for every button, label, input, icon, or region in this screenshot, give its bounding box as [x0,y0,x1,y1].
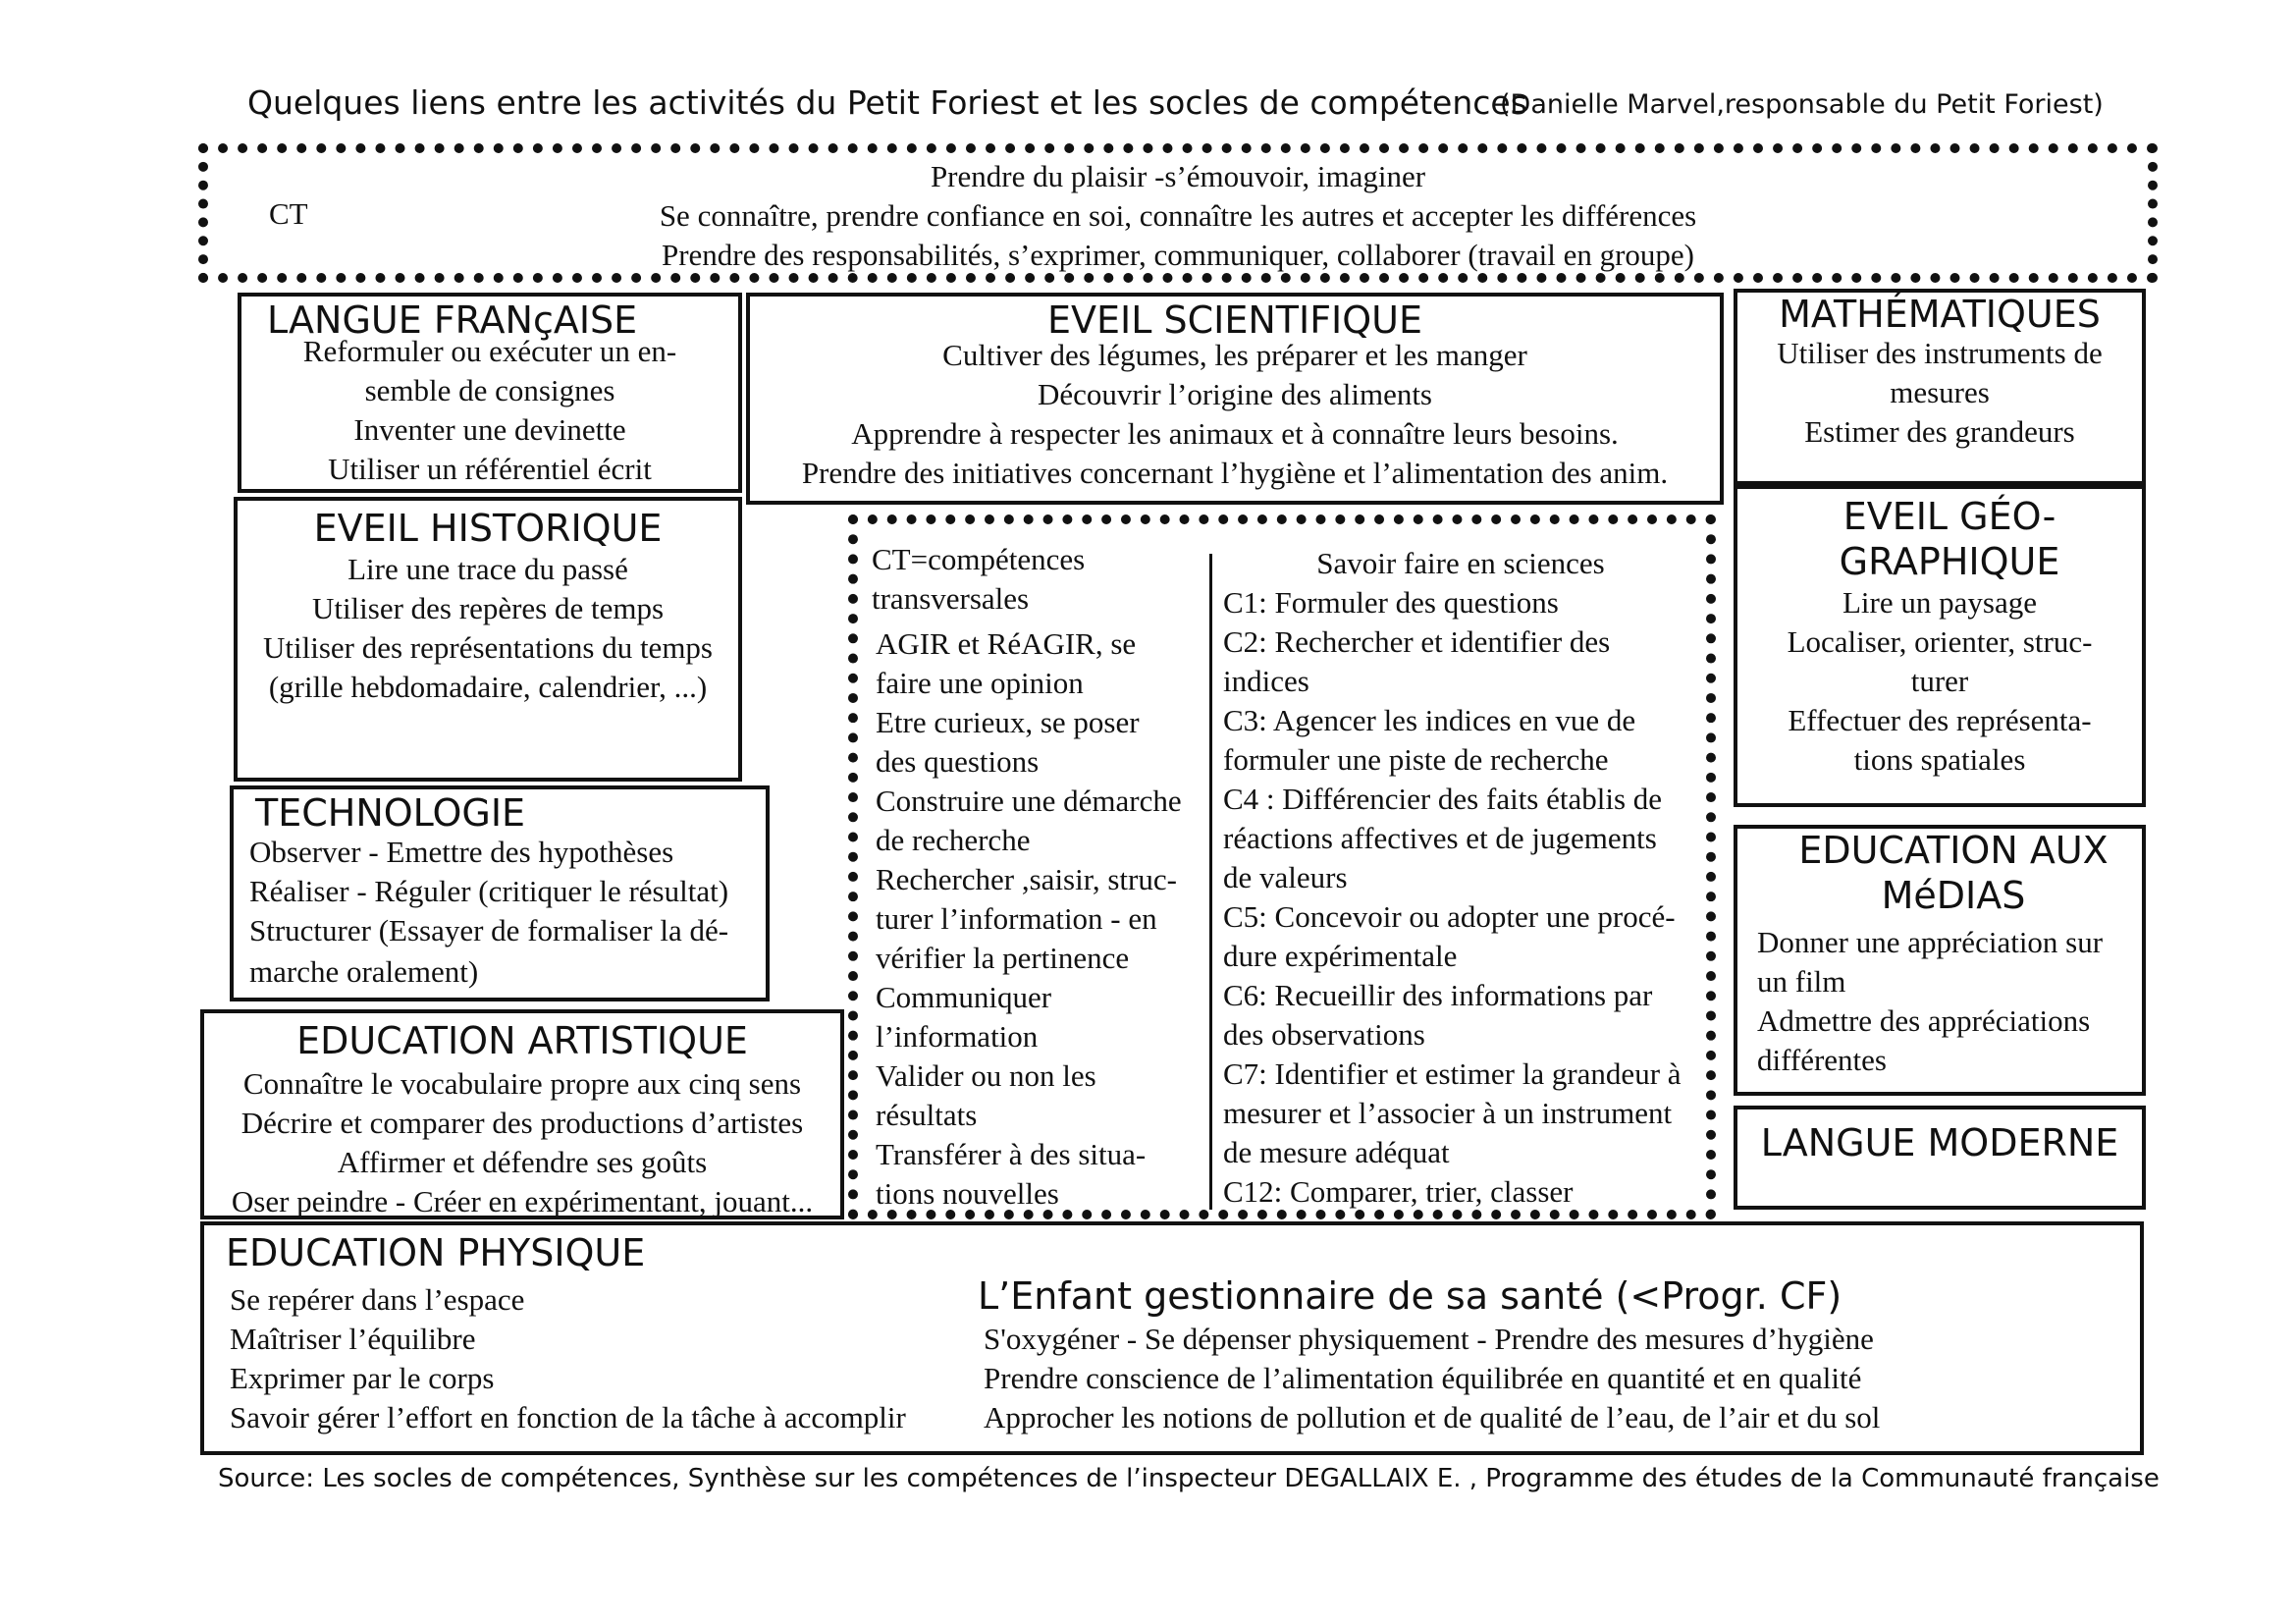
ct-list-line: Construire une démarche [876,784,1182,818]
sante-line: Approcher les notions de pollution et de qualité de l’eau, de l’air et du sol [984,1400,1881,1434]
savoir-faire-line: réactions affectives et de jugements [1223,821,1657,855]
education-medias-heading: MéDIAS [1881,874,2026,917]
ct-list-line: Communiquer [876,980,1052,1014]
ct-list-line: de recherche [876,823,1031,857]
education-physique-box [200,1221,2144,1455]
eveil-scientifique-line: Prendre des initiatives concernant l’hygiène et l’alimentation des anim. [801,456,1669,490]
education-artistique-line: Connaître le vocabulaire propre aux cinq sens [242,1066,802,1101]
mathematiques-heading: MATHÉMATIQUES [1779,293,2101,336]
savoir-faire-line: de valeurs [1223,860,1348,894]
ct-list-line: AGIR et RéAGIR, se [876,626,1137,661]
eveil-geographique-line: Effectuer des représenta- [1788,703,2092,737]
eveil-geographique-line: turer [1910,664,1969,698]
education-medias-line: Admettre des appréciations [1757,1003,2091,1038]
ct-list-line: l’information [876,1019,1039,1054]
education-physique-line: Savoir gérer l’effort en fonction de la tâche à accomplir [230,1400,906,1434]
education-artistique-line: Décrire et comparer des productions d’artistes [240,1106,804,1140]
ct-list-line: tions nouvelles [876,1176,1059,1211]
education-artistique-box [200,1009,844,1219]
eveil-scientifique-line: Découvrir l’origine des aliments [1037,377,1433,411]
page-author: (Danielle Marvel,responsable du Petit Foriest) [1500,89,2104,120]
savoir-faire-line: de mesure adéquat [1223,1135,1450,1169]
education-artistique-line: Oser peindre - Créer en expérimentant, jouant... [231,1184,814,1218]
ct-list-line: Valider ou non les [876,1058,1096,1093]
savoir-faire-line: indices [1223,664,1309,698]
ct-line-3: Prendre des responsabilités, s’exprimer, communiquer, collaborer (travail en groupe) [661,238,1695,272]
ct-list-line: CT=compétences [872,542,1086,576]
savoir-faire-line: mesurer et l’associer à un instrument [1223,1096,1673,1130]
education-medias-heading: EDUCATION AUX [1798,829,2109,872]
ct-list-line: résultats [876,1098,978,1132]
savoir-faire-line: dure expérimentale [1223,939,1458,973]
langue-francaise-box [238,293,742,493]
eveil-geographique-line: Lire un paysage [1842,585,2037,620]
eveil-historique-line: Utiliser des représentations du temps [262,630,713,665]
langue-francaise-line: semble de consignes [364,373,615,407]
education-artistique-heading: EDUCATION ARTISTIQUE [296,1019,748,1062]
mathematiques-line: Utiliser des instruments de [1777,336,2103,370]
eveil-scientifique-line: Cultiver des légumes, les préparer et les manger [942,338,1527,372]
savoir-faire-line: C12: Comparer, trier, classer [1223,1174,1574,1209]
eveil-scientifique-heading: EVEIL SCIENTIFIQUE [1047,298,1422,342]
langue-francaise-line: Inventer une devinette [353,412,626,447]
education-artistique-line: Affirmer et défendre ses goûts [337,1145,708,1179]
savoir-faire-line: des observations [1223,1017,1425,1052]
savoir-faire-line: C2: Rechercher et identifier des [1223,624,1611,659]
ct-list-line: des questions [876,744,1040,779]
eveil-geographique-line: Localiser, orienter, struc- [1787,624,2093,659]
technologie-line: Réaliser - Réguler (critiquer le résultat) [249,874,729,908]
eveil-scientifique-line: Apprendre à respecter les animaux et à connaître leurs besoins. [851,416,1619,451]
technologie-heading: TECHNOLOGIE [255,791,526,835]
eveil-geographique-heading: EVEIL GÉO- [1842,495,2056,538]
ct-list-line: transversales [872,581,1030,616]
education-medias-line: un film [1757,964,1846,999]
savoir-faire-line: C3: Agencer les indices en vue de [1223,703,1636,737]
ct-banner [198,143,2158,283]
savoir-faire-box [848,514,1716,1219]
technologie-box [230,785,770,1001]
langue-moderne-heading: LANGUE MODERNE [1760,1121,2119,1164]
mathematiques-box [1734,289,2146,485]
ct-line-1: Prendre du plaisir -s’émouvoir, imaginer [930,159,1426,193]
technologie-line: marche oralement) [249,954,479,989]
eveil-historique-line: (grille hebdomadaire, calendrier, ...) [268,670,708,704]
savoir-faire-heading: Savoir faire en sciences [1316,546,1605,580]
mathematiques-line: mesures [1890,375,1990,409]
education-medias-line: Donner une appréciation sur [1757,925,2104,959]
education-medias-box [1734,825,2146,1096]
technologie-line: Observer - Emettre des hypothèses [249,835,674,869]
sante-heading: L’Enfant gestionnaire de sa santé (<Progr. CF) [978,1274,1842,1318]
eveil-historique-box [234,497,742,782]
eveil-geographique-box [1734,485,2146,807]
technologie-line: Structurer (Essayer de formaliser la dé- [249,913,729,947]
ct-list-line: Rechercher ,saisir, struc- [876,862,1177,896]
savoir-faire-line: C4 : Différencier des faits établis de [1223,782,1663,816]
langue-francaise-heading: LANGUE FRANçAISE [267,298,638,342]
eveil-historique-heading: EVEIL HISTORIQUE [313,507,663,550]
langue-moderne-box [1734,1106,2146,1210]
column-divider [1209,554,1212,1210]
ct-list-line: Etre curieux, se poser [876,705,1140,739]
education-physique-line: Exprimer par le corps [230,1361,495,1395]
eveil-geographique-heading: GRAPHIQUE [1839,540,2060,583]
page-title: Quelques liens entre les activités du Petit Foriest et les socles de compétences [247,83,1527,122]
ct-list-line: vérifier la pertinence [876,941,1130,975]
sante-line: S'oxygéner - Se dépenser physiquement - Prendre des mesures d’hygiène [984,1322,1874,1356]
eveil-scientifique-box [746,293,1724,505]
langue-francaise-line: Utiliser un référentiel écrit [328,452,652,486]
education-physique-heading: EDUCATION PHYSIQUE [226,1231,646,1274]
savoir-faire-line: C6: Recueillir des informations par [1223,978,1653,1012]
ct-list-line: faire une opinion [876,666,1084,700]
eveil-historique-line: Lire une trace du passé [347,552,628,586]
education-physique-line: Se repérer dans l’espace [230,1282,525,1317]
langue-francaise-line: Reformuler ou exécuter un en- [302,334,677,368]
ct-label: CT [269,196,308,231]
education-physique-line: Maîtriser l’équilibre [230,1322,476,1356]
eveil-historique-line: Utiliser des repères de temps [311,591,665,625]
savoir-faire-line: C1: Formuler des questions [1223,585,1559,620]
savoir-faire-line: formuler une piste de recherche [1223,742,1609,777]
sante-line: Prendre conscience de l’alimentation équilibrée en quantité et en qualité [984,1361,1862,1395]
source-footer: Source: Les socles de compétences, Synthèse sur les compétences de l’inspecteur DEGALLAIX E. , Programme des études de la Communauté française [218,1464,2160,1493]
ct-list-line: Transférer à des situa- [876,1137,1147,1171]
education-medias-line: différentes [1757,1043,1887,1077]
savoir-faire-line: C7: Identifier et estimer la grandeur à [1223,1056,1682,1091]
savoir-faire-line: C5: Concevoir ou adopter une procé- [1223,899,1676,934]
eveil-geographique-line: tions spatiales [1853,742,2026,777]
ct-list-line: turer l’information - en [876,901,1157,936]
mathematiques-line: Estimer des grandeurs [1804,414,2075,449]
ct-line-2: Se connaître, prendre confiance en soi, connaître les autres et accepter les différences [659,198,1697,233]
